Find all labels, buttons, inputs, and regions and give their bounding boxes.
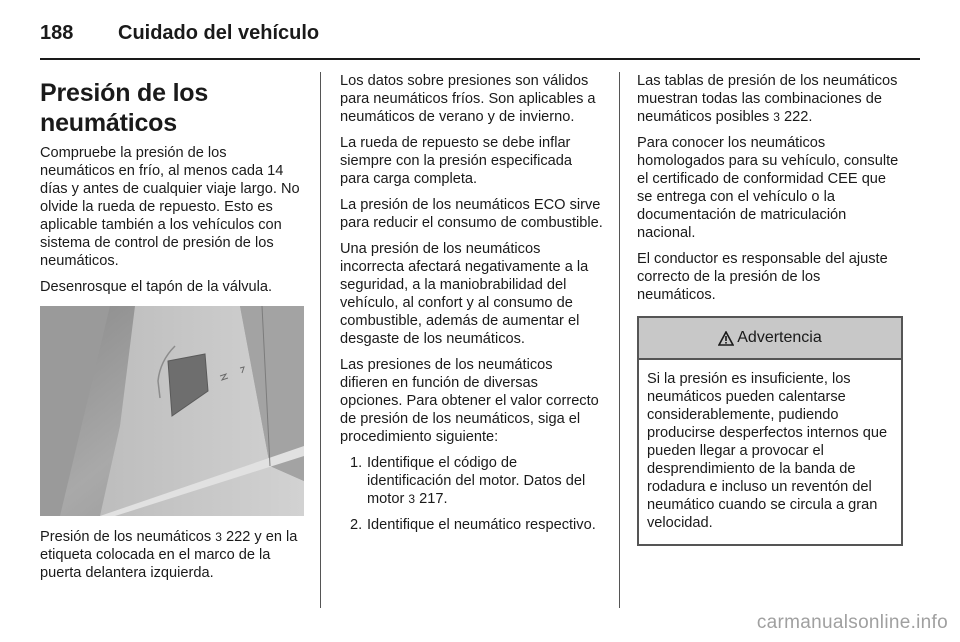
watermark: carmanualsonline.info bbox=[756, 612, 948, 633]
column-3 bbox=[637, 72, 903, 546]
section-title: Presión de los neumáticos bbox=[40, 79, 209, 137]
column-divider bbox=[320, 72, 321, 608]
procedure-list bbox=[340, 454, 604, 534]
paragraph: La rueda de repuesto se debe inflar siempre con la presión especificada para carga completa. bbox=[340, 135, 573, 187]
paragraph: Una presión de los neumáticos incorrecta afectará negativamente a la seguridad, a la maniobrabilidad del vehículo, al confort y al consumo de combustible, además de aumentar el desgaste de los neumáticos. bbox=[340, 241, 589, 347]
page-number: 188 bbox=[40, 22, 74, 44]
paragraph: Los datos sobre presiones son válidos para neumáticos fríos. Son aplicables a neumáticos de verano y de invierno. bbox=[340, 73, 596, 125]
paragraph: La presión de los neumáticos ECO sirve para reducir el consumo de combustible. bbox=[340, 197, 603, 231]
page-reference[interactable]: 217. bbox=[419, 491, 448, 507]
paragraph: El conductor es responsable del ajuste correcto de la presión de los neumáticos. bbox=[637, 251, 888, 303]
list-item: 2. Identifique el neumático respectivo. bbox=[350, 517, 596, 533]
warning-title: Advertencia bbox=[737, 329, 822, 346]
paragraph: Las presiones de los neumáticos difieren en función de diversas opciones. Para obtener el valor correcto de presión de los neumáticos, siga el procedimiento siguiente: bbox=[340, 357, 599, 445]
paragraph: Para conocer los neumáticos homologados para su vehículo, consulte el certificado de conformidad CEE que se entrega con el vehículo o la documentación de matriculación nacional. bbox=[637, 135, 899, 241]
warning-icon bbox=[718, 331, 734, 346]
door-frame-label-photo bbox=[40, 306, 304, 516]
paragraph: Desenrosque el tapón de la válvula. bbox=[40, 279, 273, 295]
paragraph: Compruebe la presión de los neumáticos en frío, al menos cada 14 días y antes de cualquier viaje largo. No olvide la rueda de repuesto. Esto es aplicable también a los vehículos con sistema de control de presión de los neumáticos. bbox=[40, 145, 300, 269]
warning-header bbox=[639, 318, 901, 360]
step-number: 2. bbox=[350, 517, 363, 533]
list-item: 1. Identifique el código de identificación del motor. Datos del motor 3 217. bbox=[350, 455, 586, 507]
chapter-title: Cuidado del vehículo bbox=[118, 22, 320, 44]
column-1 bbox=[40, 72, 304, 590]
photo-caption: Presión de los neumáticos 3 222 y en la etiqueta colocada en el marco de la puerta delantera izquierda. bbox=[40, 529, 298, 581]
column-2 bbox=[340, 72, 604, 542]
page-reference-icon: 3 bbox=[215, 530, 222, 544]
column-divider bbox=[619, 72, 620, 608]
warning-box bbox=[637, 316, 903, 546]
step-number: 1. bbox=[350, 455, 363, 471]
page-header bbox=[40, 14, 920, 58]
header-rule bbox=[40, 58, 920, 60]
page-reference[interactable]: 222. bbox=[784, 109, 813, 125]
paragraph: Las tablas de presión de los neumáticos muestran todas las combinaciones de neumáticos posibles 3 222. bbox=[637, 73, 898, 125]
warning-body: Si la presión es insuficiente, los neumáticos pueden calentarse considerablemente, pudiendo producirse desperfectos internos que pueden llegar a provocar el desprendimiento de la banda de rodadura e incluso un reventón del neumático cuando se circula a gran velocidad. bbox=[647, 371, 888, 531]
page-reference-icon: 3 bbox=[408, 492, 416, 506]
page-reference-icon: 3 bbox=[773, 110, 780, 124]
page-reference[interactable]: 222 bbox=[225, 529, 251, 545]
